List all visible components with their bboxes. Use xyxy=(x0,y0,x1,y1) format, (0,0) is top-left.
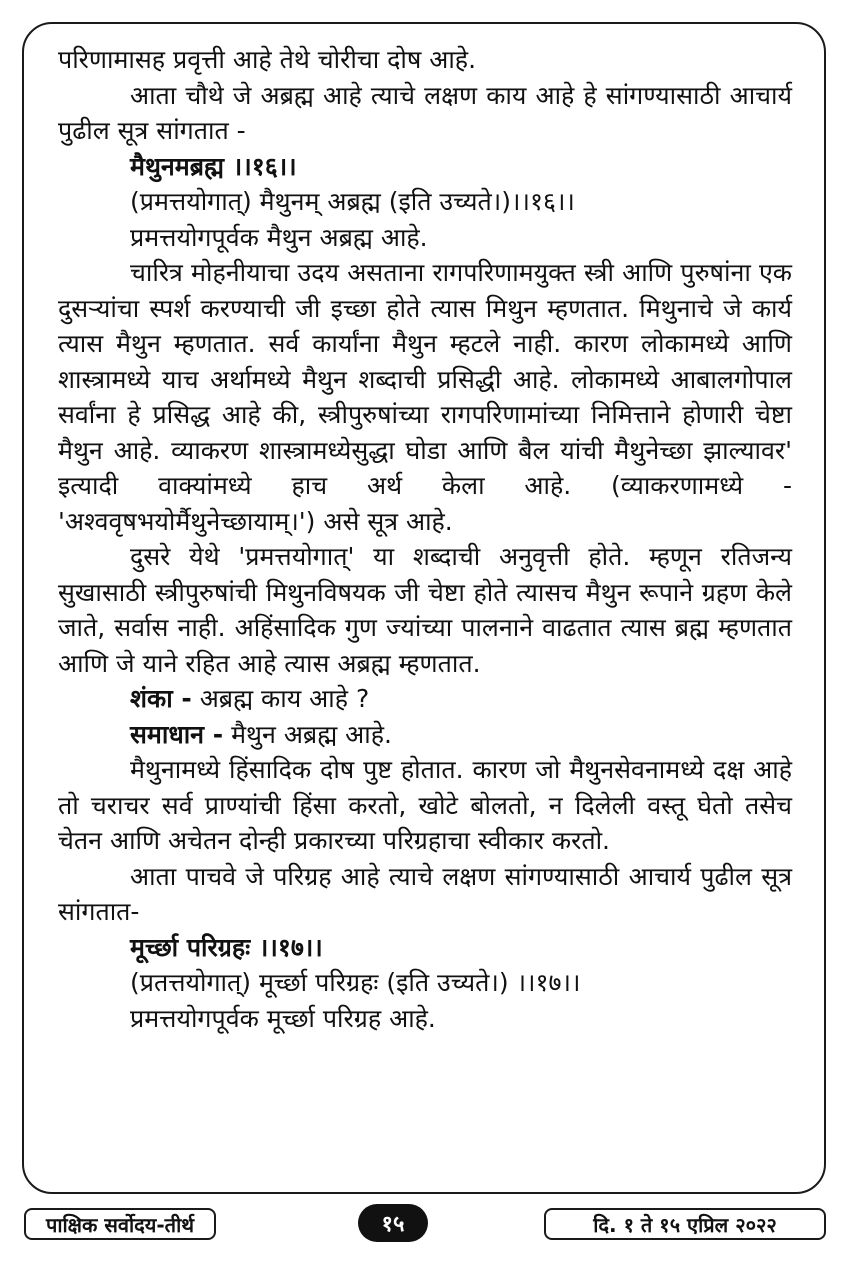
paragraph-2: आता चौथे जे अब्रह्म आहे त्याचे लक्षण काय आहे हे सांगण्यासाठी आचार्य पुढील सूत्र सांगतात - xyxy=(58,80,792,145)
samadhan-label: समाधान - xyxy=(130,719,224,749)
paragraph-7: आता पाचवे जे परिग्रह आहे त्याचे लक्षण सांगण्यासाठी आचार्य पुढील सूत्र सांगतात- xyxy=(58,861,792,926)
samadhan-text: मैथुन अब्रह्म आहे. xyxy=(223,719,392,749)
paragraph-1: परिणामासह प्रवृत्ती आहे तेथे चोरीचा दोष आहे. xyxy=(58,45,477,74)
samadhan-line xyxy=(58,717,792,753)
footer-publication-name: पाक्षिक सर्वोदय-तीर्थ xyxy=(24,1208,216,1240)
shanka-text: अब्रह्म काय आहे ? xyxy=(191,684,370,713)
shanka-line xyxy=(58,681,792,717)
shanka-label: शंका - xyxy=(130,684,192,713)
paragraph-8: प्रमत्तयोगपूर्वक मूर्च्छा परिग्रह आहे. xyxy=(130,1003,436,1033)
footer-date: दि. १ ते १५ एप्रिल २०२२ xyxy=(544,1208,826,1240)
paragraph-3: प्रमत्तयोगपूर्वक मैथुन अब्रह्म आहे. xyxy=(130,222,428,252)
sutra-17: मूर्च्छा परिग्रहः ।।१७।। xyxy=(130,932,323,962)
sutra-16: मैथुनमब्रह्म ।।१६।। xyxy=(130,151,297,181)
paragraph-5: दुसरे येथे 'प्रमत्तयोगात्' या शब्दाची अनुवृत्ती होते. म्हणून रतिजन्य सुखासाठी स्त्रीपुरुषांची मिथुनविषयक जी चेष्टा होते त्यासच मैथुन रूपाने ग्रहण केले जाते, सर्वास नाही. अहिंसादिक गुण ज्यांच्या पालनाने वाढतात त्यास ब्रह्म म्हणतात आणि जे याने रहित आहे त्यास अब्रह्म म्हणतात. xyxy=(58,542,792,678)
sutra-16-expansion: (प्रमत्तयोगात्) मैथुनम् अब्रह्म (इति उच्यते।)।।१६।। xyxy=(130,187,575,216)
footer-page-number: १५ xyxy=(358,1204,428,1242)
sutra-17-expansion: (प्रतत्तयोगात्) मूर्च्छा परिग्रहः (इति उच्यते।) ।।१७।। xyxy=(130,968,581,997)
paragraph-4: चारित्र मोहनीयाचा उदय असताना रागपरिणामयुक्त स्त्री आणि पुरुषांना एक दुसऱ्यांचा स्पर्श करण्याची जी इच्छा होते त्यास मिथुन म्हणतात. मिथुनाचे जे कार्य त्यास मैथुन म्हणतात. सर्व कार्यांना मैथुन म्हटले नाही. कारण लोकामध्ये आणि शास्त्रामध्ये याच अर्थामध्ये मैथुन शब्दाची प्रसिद्धी आहे. लोकामध्ये आबालगोपाल सर्वांना हे प्रसिद्ध आहे की, स्त्रीपुरुषांच्या रागपरिणामांच्या निमित्ताने होणारी चेष्टा मैथुन आहे. व्याकरण शास्त्रामध्येसुद्धा घोडा आणि बैल यांची मैथुनेच्छा झाल्यावर' इत्यादी वाक्यांमध्ये हाच अर्थ केला आहे. (व्याकरणामध्ये - 'अश्ववृषभयोर्मैथुनेच्छायाम्।') असे सूत्र आहे. xyxy=(58,258,792,536)
page-content xyxy=(58,42,792,1036)
paragraph-6: मैथुनामध्ये हिंसादिक दोष पुष्ट होतात. कारण जो मैथुनसेवनामध्ये दक्ष आहे तो चराचर सर्व प्राण्यांची हिंसा करतो, खोटे बोलतो, न दिलेली वस्तू घेतो तसेच चेतन आणि अचेतन दोन्ही प्रकारच्या परिग्रहाचा स्वीकार करतो. xyxy=(58,755,792,855)
